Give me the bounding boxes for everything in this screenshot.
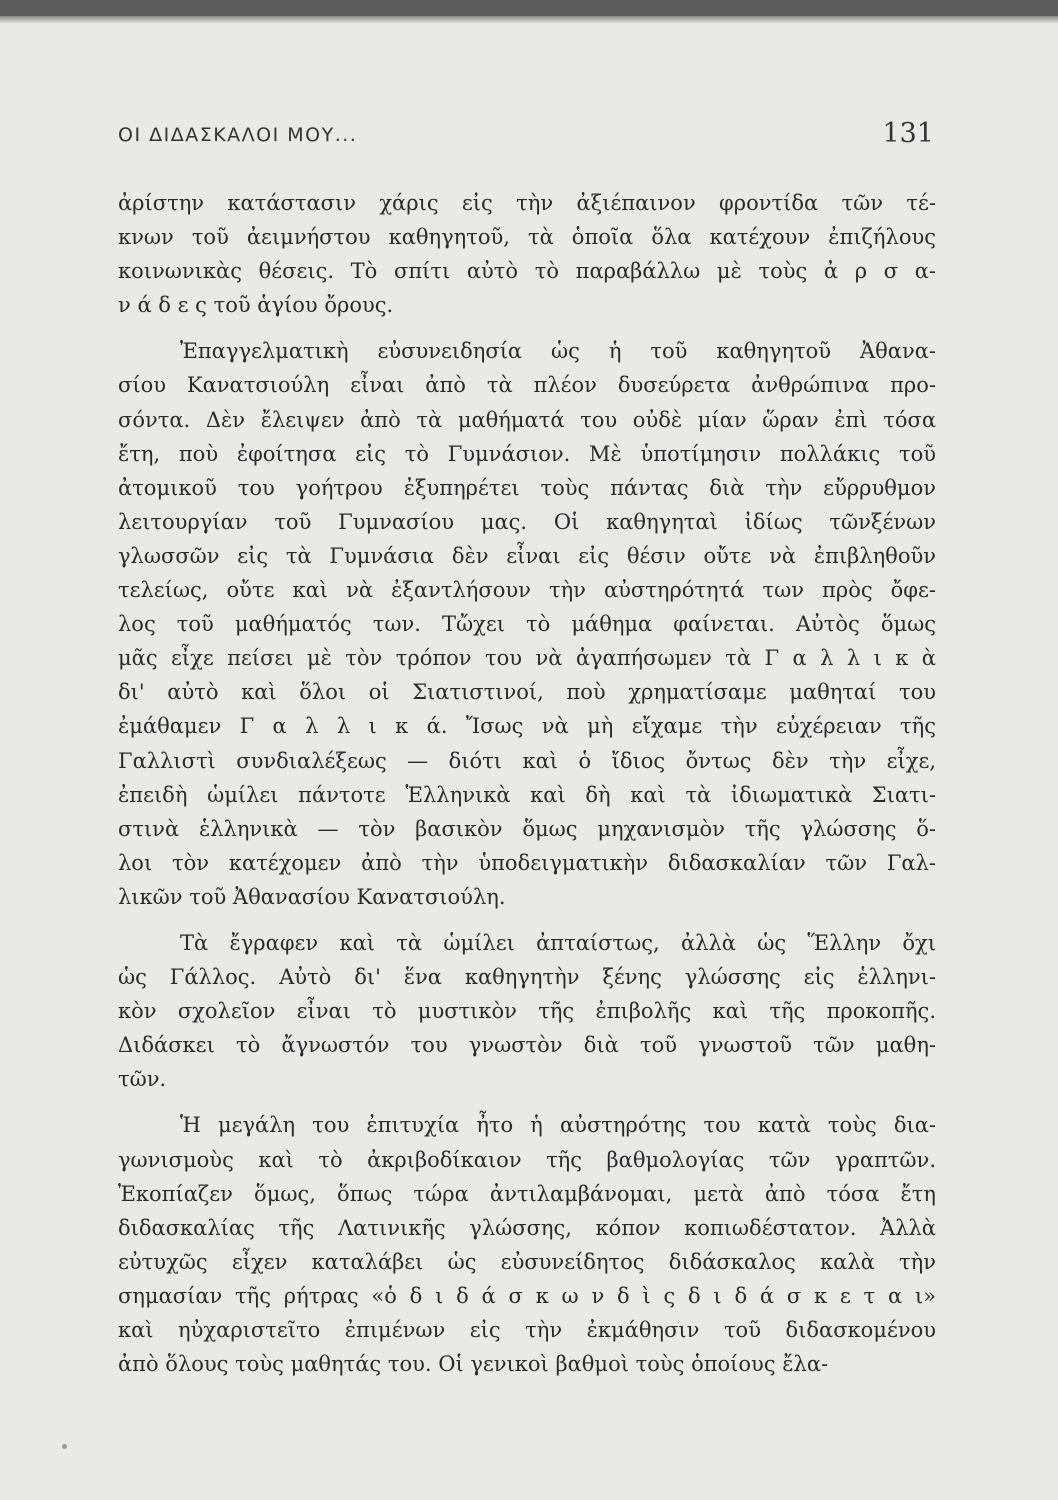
text-line: Ἡ μεγάλη του ἐπιτυχία ἦτο ἡ αὐστηρότης του κατὰ τοὺς δια- — [180, 1113, 936, 1138]
paragraph-gap — [118, 914, 936, 926]
text-line: τελείως, οὔτε καὶ νὰ ἐξαντλήσουν τὴν αὐστηρότητά των πρὸς ὄφε- — [118, 578, 936, 603]
text-line: σημασίαν τῆς ρήτρας «ὁ δ ι δ ά σ κ ω ν δ ὶ ς δ ι δ ά σ κ ε τ α ι» — [118, 1283, 936, 1308]
text-line: Ἐπαγγελματικὴ εὐσυνειδησία ὡς ἡ τοῦ καθηγητοῦ Ἀθανα- — [180, 339, 936, 364]
text-line: ὡς Γάλλος. Αὐτὸ δι' ἕνα καθηγητὴν ξένης γλώσσης εἰς ἑλληνι- — [118, 965, 936, 990]
text-line: Τὰ ἔγραφεν καὶ τὰ ὡμίλει ἀπταίστως, ἀλλὰ ὡς Ἕλλην ὄχι — [180, 930, 936, 955]
text-line: κνων τοῦ ἀειμνήστου καθηγητοῦ, τὰ ὁποῖα ὅλα κατέχουν ἐπιζήλους — [118, 225, 936, 250]
running-head: ΟΙ ΔΙΔΑΣΚΑΛΟΙ ΜΟΥ... — [118, 124, 358, 146]
text-line: λοι τὸν κατέχομεν ἀπὸ τὴν ὑποδειγματικὴν διδασκαλίαν τῶν Γαλ- — [118, 850, 936, 875]
body-text — [118, 186, 936, 1381]
scan-top-edge — [0, 0, 1058, 16]
text-line: κὸν σχολεῖον εἶναι τὸ μυστικὸν τῆς ἐπιβολῆς καὶ τῆς προκοπῆς. — [118, 999, 936, 1024]
text-line: ἀρίστην κατάστασιν χάρις εἰς τὴν ἀξιέπαινον φροντίδα τῶν τέ- — [118, 191, 936, 215]
text-line: ἐπειδὴ ὡμίλει πάντοτε Ἑλληνικὰ καὶ δὴ καὶ τὰ ἰδιωματικὰ Σιατι- — [118, 782, 936, 807]
text-line: λος τοῦ μαθήματός των. Τὤχει τὸ μάθημα φαίνεται. Αὐτὸς ὅμως — [118, 612, 936, 637]
paragraph — [118, 1108, 936, 1381]
paragraph — [118, 334, 936, 914]
text-line: γωνισμοὺς καὶ τὸ ἀκριβοδίκαιον τῆς βαθμολογίας τῶν γραπτῶν. — [118, 1147, 936, 1172]
page-header — [118, 118, 934, 158]
text-line: τῶν. — [118, 1067, 167, 1092]
text-line: λικῶν τοῦ Ἀθανασίου Κανατσιούλη. — [118, 884, 506, 909]
text-line: μᾶς εἶχε πείσει μὲ τὸν τρόπον του νὰ ἀγαπήσωμεν τὰ Γ α λ λ ι κ ὰ — [118, 646, 936, 671]
paragraph-gap — [118, 1096, 936, 1108]
text-line: γλωσσῶν εἰς τὰ Γυμνάσια δὲν εἶναι εἰς θέσιν οὔτε νὰ ἐπιβληθοῦν — [118, 543, 936, 568]
text-line: ἔτη, ποὺ ἐφοίτησα εἰς τὸ Γυμνάσιον. Μὲ ὑποτίμησιν πολλάκις τοῦ — [118, 441, 936, 466]
text-line: ἐμάθαμεν Γ α λ λ ι κ ά. Ἴσως νὰ μὴ εἴχαμε τὴν εὐχέρειαν τῆς — [118, 714, 936, 739]
text-line: καὶ ηὐχαριστεῖτο ἐπιμένων εἰς τὴν ἐκμάθησιν τοῦ διδασκομένου — [118, 1318, 936, 1342]
paragraph — [118, 186, 936, 322]
scan-edge-shadow — [0, 16, 1058, 24]
text-line: δι' αὐτὸ καὶ ὅλοι οἱ Σιατιστινοί, ποὺ χρηματίσαμε μαθηταί του — [118, 680, 936, 705]
text-line: εὐτυχῶς εἶχεν καταλάβει ὡς εὐσυνείδητος διδάσκαλος καλὰ τὴν — [118, 1249, 936, 1274]
page-number: 131 — [882, 118, 934, 149]
text-line: ἀτομικοῦ του γοήτρου ἐξυπηρέτει τοὺς πάντας διὰ τὴν εὔρρυθμον — [118, 475, 936, 500]
paragraph — [118, 926, 936, 1096]
text-line: Γαλλιστὶ συνδιαλέξεως — διότι καὶ ὁ ἴδιος ὄντως δὲν τὴν εἶχε, — [118, 748, 936, 773]
text-line: λειτουργίαν τοῦ Γυμνασίου μας. Οἱ καθηγηταὶ ἰδίως τῶνξένων — [118, 509, 936, 534]
text-line: σίου Κανατσιούλη εἶναι ἀπὸ τὰ πλέον δυσεύρετα ἀνθρώπινα προ- — [118, 373, 936, 398]
text-line: Ἐκοπίαζεν ὅμως, ὅπως τώρα ἀντιλαμβάνομαι, μετὰ ἀπὸ τόσα ἔτη — [118, 1181, 936, 1206]
text-line: διδασκαλίας τῆς Λατινικῆς γλώσσης, κόπον κοπιωδέστατον. Ἀλλὰ — [118, 1215, 936, 1240]
paragraph-gap — [118, 322, 936, 334]
text-line: ἀπὸ ὅλους τοὺς μαθητάς του. Οἱ γενικοὶ βαθμοὶ τοὺς ὁποίους ἔλα- — [118, 1352, 829, 1377]
text-line: Διδάσκει τὸ ἄγνωστόν του γνωστὸν διὰ τοῦ γνωστοῦ τῶν μαθη- — [118, 1033, 936, 1058]
dust-speck — [62, 1444, 67, 1449]
text-line: στινὰ ἑλληνικὰ — τὸν βασικὸν ὅμως μηχανισμὸν τῆς γλώσσης ὅ- — [118, 816, 936, 841]
text-line: ν ά δ ε ς τοῦ ἁγίου ὄρους. — [118, 293, 394, 318]
text-line: σόντα. Δὲν ἔλειψεν ἀπὸ τὰ μαθήματά του οὐδὲ μίαν ὥραν ἐπὶ τόσα — [118, 407, 936, 432]
text-line: κοινωνικὰς θέσεις. Τὸ σπίτι αὐτὸ τὸ παραβάλλω μὲ τοὺς ἀ ρ σ α- — [118, 259, 936, 284]
